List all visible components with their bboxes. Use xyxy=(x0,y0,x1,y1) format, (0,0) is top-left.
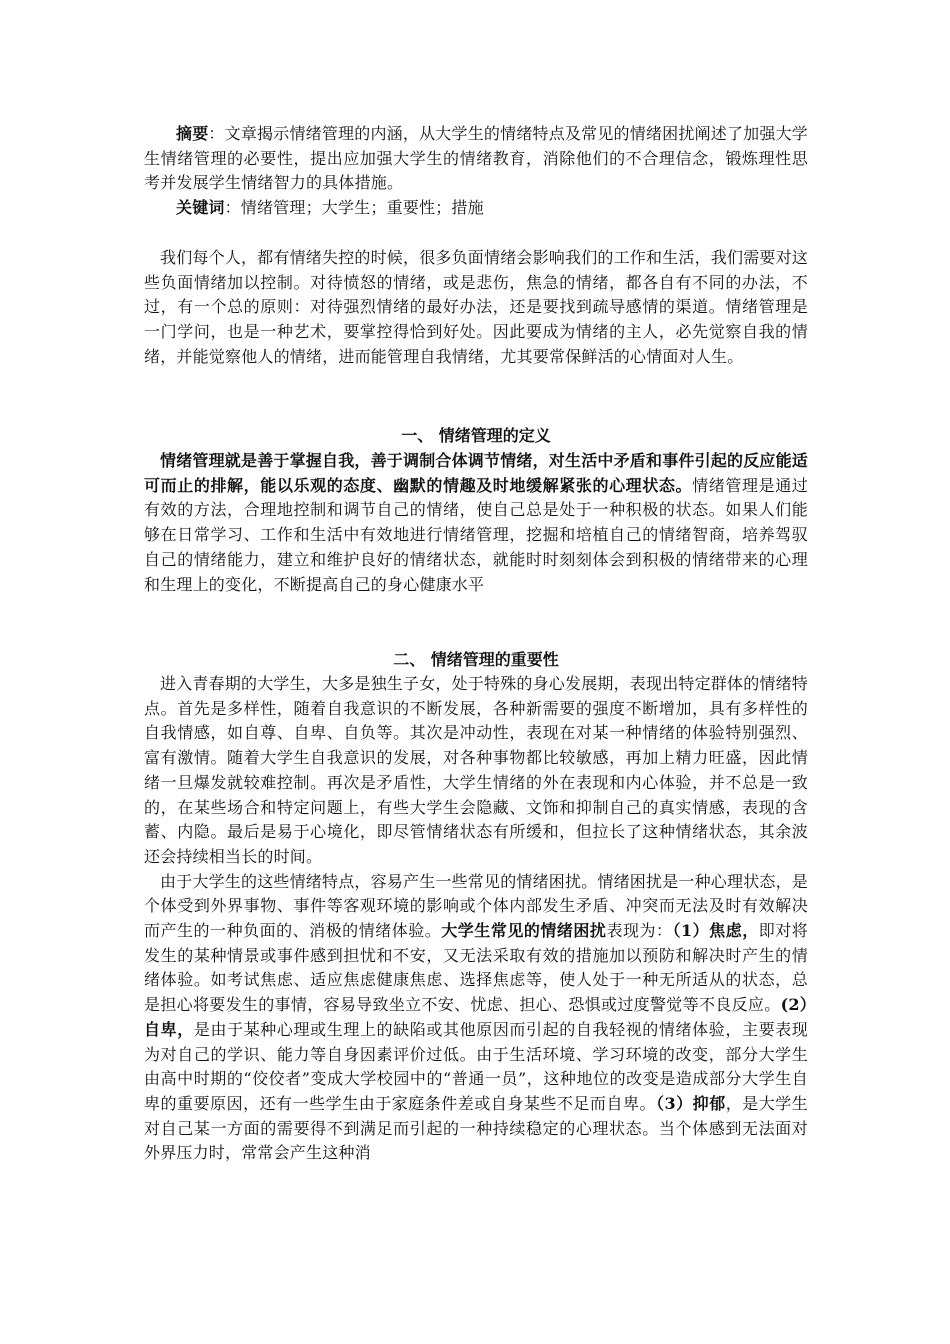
keywords-text: ：情绪管理；大学生；重要性；措施 xyxy=(224,198,484,218)
section1-bold-lead: 情绪管理就是善于掌握自我，善于调制合体调节情绪，对生活中矛盾和事件引起的反应能适可而止的排解，能以乐观的态度、幽默的情趣及时地缓解紧张的心理状态。 xyxy=(144,451,809,495)
section1-heading: 一、 情绪管理的定义 xyxy=(401,426,551,445)
abstract-text: ：文章揭示情绪管理的内涵，从大学生的情绪特点及常见的情绪困扰阐述了加强大学生情绪管理的必要性，提出应加强大学生的情绪教育，消除他们的不合理信念，锻炼理性思考并发展学生情绪智力的具体措施。 xyxy=(144,124,809,193)
section2-p2-a: 由于大学生的这些情绪特点，容易产生一些常见的情绪困扰。情绪困扰是一种心理状态，是个体受到外界事物、事件等客观环境的影响或个体内部发生矛盾、冲突而无法及时有效解决而产生的一种负面的、消极的情绪体验。 xyxy=(144,871,809,941)
section2-p2-bold-3: (2）自卑， xyxy=(144,995,808,1039)
section1-block xyxy=(144,449,808,597)
keywords-paragraph xyxy=(144,196,808,221)
section2-heading: 二、 情绪管理的重要性 xyxy=(393,650,559,669)
section2-p2-bold-4: （3）抑郁 xyxy=(656,1093,726,1113)
abstract-block xyxy=(144,122,808,221)
abstract-label: 摘要 xyxy=(176,124,209,143)
section2-p2-bold-2: （1）焦虑， xyxy=(672,921,759,941)
section2-p2-f: ，是大学生对自己某一方面的需要得不到满足而引起的一种持续稳定的心理状态。当个体感到无法面对外界压力时，常常会产生这种消 xyxy=(144,1093,808,1163)
section2-block xyxy=(144,672,808,1166)
section2-paragraph-1: 进入青春期的大学生，大多是独生子女，处于特殊的身心发展期，表现出特定群体的情绪特点。首先是多样性，随着自我意识的不断发展，各种新需要的强度不断增加，具有多样性的自我情感，如自尊、自卑、自负等。其次是冲动性，表现在对某一种情绪的体验特别强烈、富有激情。随着大学生自我意识的发展，对各种事物都比较敏感，再加上精力旺盛，因此情绪一旦爆发就较难控制。再次是矛盾性，大学生情绪的外在表现和内心体验，并不总是一致的，在某些场合和特定问题上，有些大学生会隐藏、文饰和抑制自己的真实情感，表现的含蓄、内隐。最后是易于心境化，即尽管情绪状态有所缓和，但拉长了这种情绪状态，其余波还会持续相当长的时间。 xyxy=(144,674,809,866)
section2-p2-d: 即对将发生的某种情景或事件感到担忧和不安，又无法采取有效的措施加以预防和解决时产生的情绪体验。如考试焦虑、适应焦虑健康焦虑、选择焦虑等，使人处于一种无所适从的状态，总是担心将要发生的事情，容易导致坐立不安、忧虑、担心、恐惧或过度警觉等不良反应。 xyxy=(144,921,808,1015)
abstract-paragraph xyxy=(144,122,808,196)
section2-p2-c: 表现为： xyxy=(606,921,673,941)
intro-paragraph: 我们每个人，都有情绪失控的时候，很多负面情绪会影响我们的工作和生活，我们需要对这些负面情绪加以控制。对待愤怒的情绪，或是悲伤，焦急的情绪，都各自有不同的办法，不过，有一个总的原则：对待强烈情绪的最好办法，还是要找到疏导感情的渠道。情绪管理是一门学问，也是一种艺术，要掌控得恰到好处。因此要成为情绪的主人，必先觉察自我的情绪，并能觉察他人的情绪，进而能管理自我情绪，尤其要常保鲜活的心情面对人生。 xyxy=(144,248,809,366)
section2-paragraph-2 xyxy=(144,870,808,1166)
section2-p2-e: 是由于某种心理或生理上的缺陷或其他原因而引起的自我轻视的情绪体验，主要表现为对自己的学识、能力等自身因素评价过低。由于生活环境、学习环境的改变，部分大学生由高中时期的“佼佼者”变成大学校园中的“普通一员”，这种地位的改变是造成部分大学生自卑的重要原因，还有一些学生由于家庭条件差或自身某些不足而自卑。 xyxy=(144,1019,808,1113)
section2-p2-bold-1: 大学生常见的情绪困扰 xyxy=(441,921,607,941)
section1-body: 情绪管理是通过有效的方法，合理地控制和调节自己的情绪，使自己总是处于一种积极的状态。如果人们能够在日常学习、工作和生活中有效地进行情绪管理，挖掘和培植自己的情绪智商，培养驾驭自己的情绪能力，建立和维护良好的情绪状态，就能时时刻刻体会到积极的情绪带来的心理和生理上的变化，不断提高自己的身心健康水平 xyxy=(144,475,809,594)
intro-block xyxy=(144,246,808,370)
section1-paragraph xyxy=(144,449,808,597)
keywords-label: 关键词 xyxy=(176,198,225,218)
